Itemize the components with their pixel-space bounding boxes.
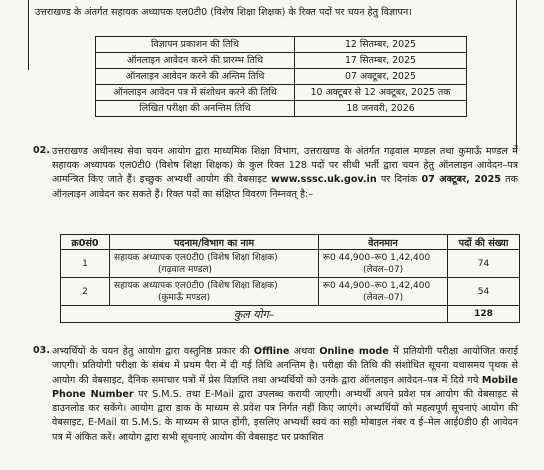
para2-text-c: तक ऑनलाइन आवेदन कर सकते हैं। रिक्त पदों का संक्षिप्त विवरण निम्नवत् है:– xyxy=(52,174,518,200)
para2-text-b: पर दिनांक xyxy=(380,174,418,186)
paragraph-number-2: 02. xyxy=(33,145,50,156)
total-label: कुल योग– xyxy=(61,306,448,323)
para3-offline: Offline xyxy=(253,346,290,357)
para3-mobile: Mobile Phone Number xyxy=(52,374,518,400)
date-label: ऑनलाइन आवेदन करने की अन्तिम तिथि xyxy=(96,69,295,85)
date-row xyxy=(96,69,467,85)
para3-text-b: में प्रतियोगी परीक्षा आयोजित कराई जाएगी। प्रतियोगी परीक्षा के संबंध में प्रथम पैरा में दी गई तिथि अनन्तिम है। परीक्षा की तिथि की संशोधित सूचना यथासमय पृथक से आयोग की वेबसाइट, दैनिक समाचार पत्रों में प्रेस विज्ञप्ति तथा अभ्यर्थियों को उनके द्वारा ऑनलाइन आवेदन–पत्र में दिये गये xyxy=(52,346,519,386)
date-value: 12 सितम्बर, 2025 xyxy=(295,37,467,53)
row-post xyxy=(110,278,319,306)
row-pay xyxy=(319,250,448,278)
row-count: 54 xyxy=(448,278,520,306)
pay-scale: रू0 44,900–रू0 1,42,400 xyxy=(323,280,431,291)
para3-text-c: पर S.M.S. तथा E-Mail द्वारा उपलब्ध करायी जाएगी। अभ्यर्थी अपने प्रवेश पत्र आयोग की वेबसाइट से डाउनलोड कर सकेंगे। आयोग द्वारा डाक के माध्यम से प्रवेश पत्र निर्गत नहीं किए जाएंगे। अभ्यर्थियों को महत्वपूर्ण सूचनाएं आयोग की वेबसाइट, E-Mail या S.M.S. के माध्यम से प्राप्त होंगी, इसलिए अभ्यर्थी स्वयं का सही मोबाइल नंबर व ई–मेल आई0डी0 ही आवेदन पत्र में अंकित करें। आयोग द्वारा सभी सूचनाएं आयोग की वेबसाइट पर प्रकाशित xyxy=(52,388,518,443)
date-value: 07 अक्टूबर, 2025 xyxy=(295,69,467,85)
paragraph-3 xyxy=(52,345,518,445)
important-dates-table xyxy=(95,36,467,117)
row-sno: 1 xyxy=(61,250,110,278)
para2-text-a: उत्तराखण्ड अधीनस्थ सेवा चयन आयोग द्वारा माध्यमिक शिक्षा विभाग, उत्तराखण्ड के अंतर्गत गढ़वाल मण्डल तथा कुमाऊँ मण्डल में सहायक अध्यापक एल0टी0 (विशेष शिक्षा शिक्षक) के कुल रिक्त 128 पदों पर सीधी भर्ती द्वारा चयन हेतु ऑनलाइन आवेदन–पत्र आमन्त्रित किए जाते हैं। इच्छुक अभ्यर्थी आयोग की वेबसाइट xyxy=(52,146,518,186)
date-value: 10 अक्टूबर से 12 अक्टूबर, 2025 तक xyxy=(295,85,467,101)
total-row xyxy=(61,306,520,323)
header-sno: क्र0सं0 xyxy=(61,235,110,250)
date-row xyxy=(96,85,467,101)
date-label: लिखित परीक्षा की अनन्तिम तिथि xyxy=(96,101,295,117)
para3-online-mode: Online mode xyxy=(319,346,389,357)
date-value: 17 सितम्बर, 2025 xyxy=(295,53,467,69)
date-row xyxy=(96,101,467,117)
vacancy-table xyxy=(60,234,520,323)
row-sno: 2 xyxy=(61,278,110,306)
para3-or: अथवा xyxy=(293,346,316,357)
post-name: सहायक अध्यापक एल0टी0 (विशेष शिक्षा शिक्षक) xyxy=(114,280,278,291)
post-name: सहायक अध्यापक एल0टी0 (विशेष शिक्षा शिक्षक) xyxy=(114,252,278,263)
paragraph-number-3: 03. xyxy=(33,345,50,356)
date-value: 18 जनवरी, 2026 xyxy=(295,101,467,117)
date-row xyxy=(96,37,467,53)
paragraph-2 xyxy=(52,145,518,202)
para3-text-a: अभ्यर्थियों के चयन हेतु आयोग द्वारा वस्तुनिष्ठ प्रकार की xyxy=(52,346,250,357)
intro-paragraph: उत्तराखण्ड के अंतर्गत सहायक अध्यापक एल0टी0 (विशेष शिक्षा शिक्षक) के रिक्त पदों पर चयन हेतु विज्ञापन। xyxy=(35,7,412,18)
post-dept: (कुमाऊँ मण्डल) xyxy=(158,292,211,303)
frame-border-right xyxy=(516,0,517,152)
row-count: 74 xyxy=(448,250,520,278)
vacancy-table-header xyxy=(61,235,520,250)
table-row xyxy=(61,278,520,306)
header-post: पदनाम/विभाग का नाम xyxy=(110,235,319,250)
post-dept: (गढ़वाल मण्डल) xyxy=(158,264,213,275)
pay-level: (लेवल–07) xyxy=(363,292,404,303)
pay-scale: रू0 44,900–रू0 1,42,400 xyxy=(323,252,431,263)
header-count: पदों की संख्या xyxy=(448,235,520,250)
total-value: 128 xyxy=(448,306,520,323)
pay-level: (लेवल–07) xyxy=(363,264,404,275)
frame-border-left xyxy=(28,0,29,70)
para2-deadline: 07 अक्टूबर, 2025 xyxy=(421,174,501,186)
date-label: ऑनलाइन आवेदन करने की प्रारम्भ तिथि xyxy=(96,53,295,69)
header-pay: वेतनमान xyxy=(319,235,448,250)
date-row xyxy=(96,53,467,69)
table-row xyxy=(61,250,520,278)
date-label: विज्ञापन प्रकाशन की तिथि xyxy=(96,37,295,53)
date-label: ऑनलाइन आवेदन पत्र में संशोधन करने की तिथि xyxy=(96,85,295,101)
website-link[interactable]: www.sssc.uk.gov.in xyxy=(271,174,377,186)
row-pay xyxy=(319,278,448,306)
row-post xyxy=(110,250,319,278)
